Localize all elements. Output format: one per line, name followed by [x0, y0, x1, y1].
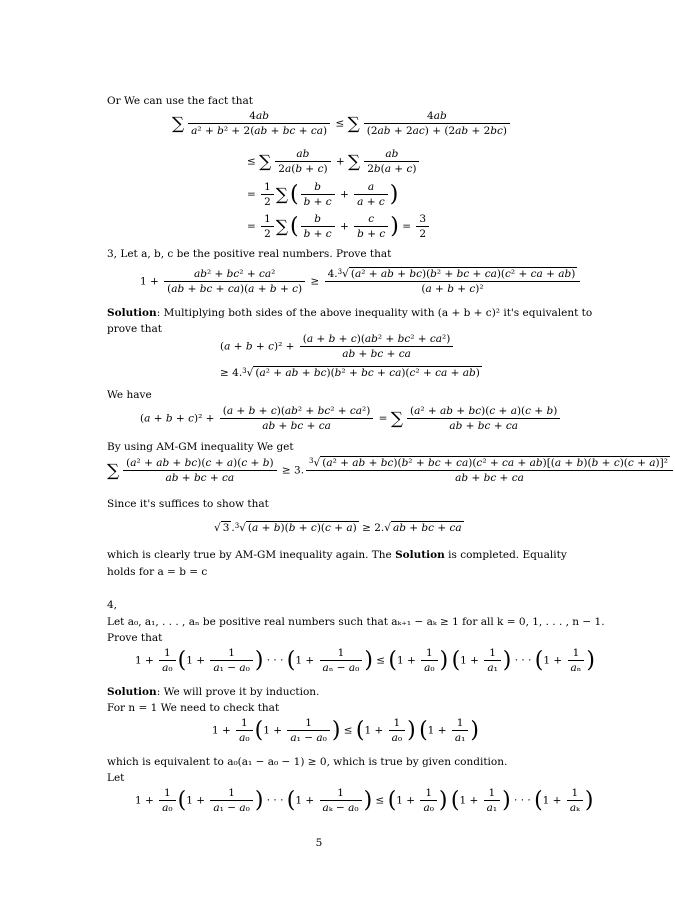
equation-step-3: = $\frac{1}{2}$ ∑( $\frac{b}{b + c}$ + $\frac{a}{a + c}$ ): [247, 181, 399, 208]
equation-step-2: ≤ ∑ $\frac{ab}{2a(b + c)}$ + ∑ $\frac{ab}{2b(a + c)}$: [247, 148, 421, 175]
problem4-statement-b: Prove that: [107, 632, 163, 644]
problem4-number: 4,: [107, 599, 118, 611]
solution-text: : Multiplying both sides of the above inequality with (a + b + c)² it's equivalent to: [156, 307, 593, 319]
conclusion-bold: Solution: [395, 549, 445, 561]
suffices-text: Since it's suffices to show that: [107, 498, 269, 510]
we-have-text: We have: [107, 389, 152, 401]
problem4-solution: [107, 686, 319, 698]
solution-label: Solution: [107, 307, 157, 319]
equation-identity: (a + b + c)² + $\frac{\text{(a + b + c)(ab² + bc² + ca²)}}{ab + bc + ca}$ = ∑ $\frac{\text{(a² + ab + bc)(c + a)(c + b)}}{ab + bc + ca}$: [140, 405, 562, 432]
intro-text: Or We can use the fact that: [107, 95, 253, 107]
equation-amgm: ∑ $\frac{\text{(a² + ab + bc)(c + a)(c + b)}}{ab + bc + ca}$ ≥ 3. $^3$√ (a² + ab + bc)(b² + bc + ca)(c² + ca + ab)[(a + b)(b + c)(c + a)]² ab + bc + ca: [107, 457, 675, 484]
equation-sum-4ab: ∑ $\frac{4ab}{\text{a² + b² + 2(ab + bc + ca)}}$ ≤ ∑ $\frac{4ab}{(2ab + 2ac) + (2ab + 2bc)}$: [172, 110, 512, 137]
let-text: Let: [107, 772, 125, 784]
conclusion-text-a: which is clearly true by AM-GM inequality again. The: [107, 549, 396, 561]
equation-expanded: (a + b + c)² + $\frac{\text{(a + b + c)(ab² + bc² + ca²)}}{ab + bc + ca}$: [220, 333, 455, 360]
problem3-solution-line1: [107, 307, 592, 319]
solution-label-4: Solution: [107, 686, 157, 698]
equation-base-case: 1 + $\frac{1}{\text{a₀}}$ (1 + $\frac{1}{\text{a₁ − a₀}}$ ) ≤ (1 + $\frac{1}{\text{a₀}}$ ) (1 + $\frac{1}{\text{a₁}}$ ): [212, 717, 479, 744]
problem4-statement-a: Let a₀, a₁, . . . , aₙ be positive real numbers such that aₖ₊₁ − aₖ ≥ 1 for all k = 0, 1, . . . , n − 1.: [107, 616, 605, 628]
equation-induction-k: 1 + $\frac{1}{\text{a₀}}$ (1 + $\frac{1}{\text{a₁ − a₀}}$ ) · · · (1 + $\frac{1}{\text{aₖ − a₀}}$ ) ≤ (1 + $\frac{1}{\text{a₀}}$ ) (1 + $\frac{1}{\text{a₁}}$ ) · · · (1 + $\frac{1}{\text{aₖ}}$ ): [135, 787, 594, 814]
equivalent-text: which is equivalent to a₀(a₁ − a₀ − 1) ≥ 0, which is true by given condition.: [107, 756, 508, 768]
equation-expanded-rhs: ≥ 4.$^3$√ (a² + ab + bc)(b² + bc + ca)(c² + ca + ab): [220, 367, 480, 379]
equality-text: holds for a = b = c: [107, 566, 208, 578]
conclusion-line: [107, 549, 567, 561]
amgm-text: By using AM-GM inequality We get: [107, 441, 294, 453]
equation-step-4: = $\frac{1}{2}$ ∑( $\frac{b}{b + c}$ + $\frac{c}{b + c}$ ) = $\frac{3}{2}$: [247, 213, 431, 240]
solution-text-4: : We will prove it by induction.: [156, 686, 320, 698]
base-case-text: For n = 1 We need to check that: [107, 702, 280, 714]
problem3-solution-line2: prove that: [107, 323, 163, 335]
problem4-inequality: 1 + $\frac{1}{\text{a₀}}$ (1 + $\frac{1}{\text{a₁ − a₀}}$ ) · · · (1 + $\frac{1}{\text{aₙ − a₀}}$ ) ≤ (1 + $\frac{1}{\text{a₀}}$ ) (1 + $\frac{1}{\text{a₁}}$ ) · · · (1 + $\frac{1}{\text{aₙ}}$ ): [135, 647, 595, 674]
problem3-statement: 3, Let a, b, c be the positive real numbers. Prove that: [107, 248, 392, 260]
problem3-inequality: 1 + $\frac{\text{ab² + bc² + ca²}}{(ab + bc + ca)(a + b + c)}$ ≥ $\frac{4.^3√ (a^2 + ab + bc)(b^2 + bc + ca)(c^2 + ca + ab)}{\text{(a + b + c)²}}$: [140, 268, 582, 295]
page-number: 5: [315, 837, 323, 849]
conclusion-text-b: is completed. Equality: [444, 549, 567, 561]
equation-suffices: √ 3 .$^3$√ (a + b)(b + c)(c + a) ≥ 2.√ ab + bc + ca: [214, 522, 462, 534]
